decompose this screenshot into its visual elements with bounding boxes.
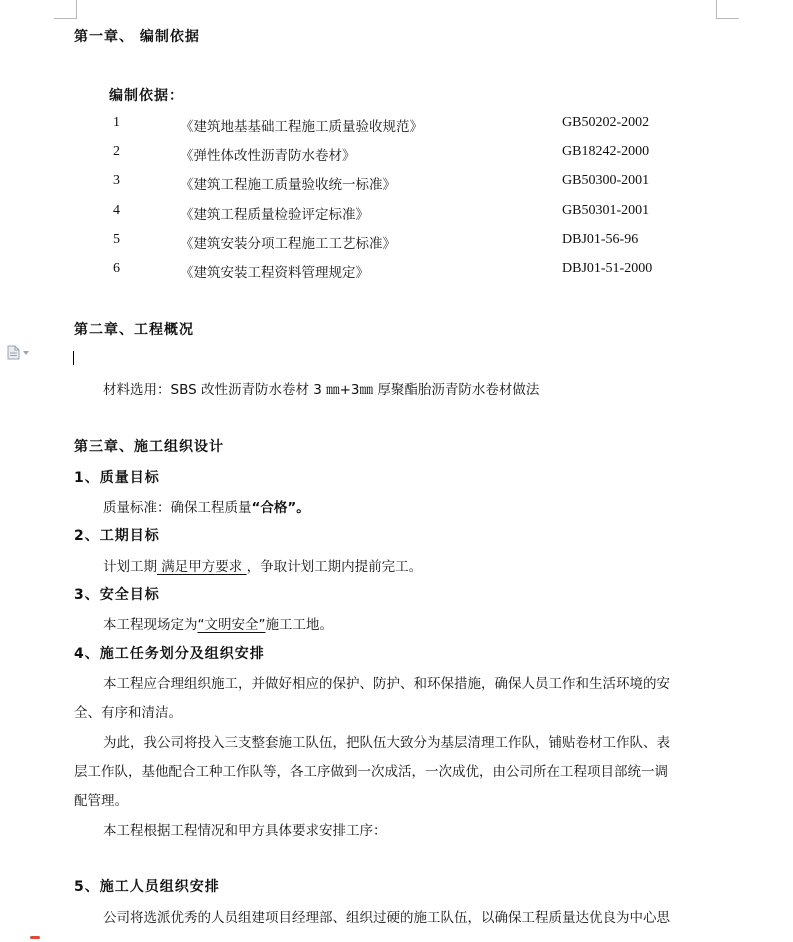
quality-text: 质量标准：确保工程质量: [103, 500, 252, 516]
item-code: GB18242-2000: [562, 144, 650, 159]
item-number: 1: [113, 115, 120, 130]
item-code: DBJ01-51-2000: [562, 261, 653, 276]
item-title: 《建筑安装工程资料管理规定》: [180, 265, 369, 281]
item-code: GB50300-2001: [562, 173, 650, 188]
item-number: 4: [113, 203, 120, 218]
item-code: DBJ01-56-96: [562, 232, 639, 247]
crop-mark-top-left: [54, 0, 77, 19]
text-cursor: [73, 351, 74, 365]
item-code: GB50301-2001: [562, 203, 650, 218]
item-number: 2: [113, 144, 120, 159]
task-paragraph-2-line-3: 配管理。: [74, 793, 128, 809]
item-number: 6: [113, 261, 120, 276]
item-title: 《弹性体改性沥青防水卷材》: [180, 148, 356, 164]
safety-underlined: “文明安全”: [197, 617, 266, 633]
schedule-suffix: ，争取计划工期内提前完工。: [246, 559, 423, 575]
section-2-heading: 2、工期目标: [74, 528, 160, 544]
chapter-1-heading: 第一章、 编制依据: [74, 29, 200, 45]
material-paragraph: 材料选用：SBS 改性沥青防水卷材 3 ㎜+3㎜ 厚聚酯胎沥青防水卷材做法: [103, 382, 540, 398]
crop-mark-top-right: [716, 0, 739, 19]
quality-paragraph: [103, 496, 310, 516]
item-title: 《建筑工程质量检验评定标准》: [180, 207, 369, 223]
schedule-paragraph: [103, 555, 422, 575]
safety-paragraph: [103, 613, 333, 633]
chapter-2-heading: 第二章、工程概况: [74, 322, 194, 338]
paragraph-menu-button[interactable]: [7, 345, 29, 360]
item-title: 《建筑工程施工质量验收统一标准》: [180, 177, 396, 193]
item-number: 5: [113, 232, 120, 247]
item-code: GB50202-2002: [562, 115, 650, 130]
section-3-heading: 3、安全目标: [74, 587, 160, 603]
document-icon: [7, 345, 20, 360]
item-title: 《建筑安装分项工程施工工艺标准》: [180, 236, 396, 252]
task-paragraph-2-line-2: 层工作队，基他配合工种工作队等，各工序做到一次成活，一次成优，由公司所在工程项目部统一调: [74, 764, 668, 780]
section-5-heading: 5、施工人员组织安排: [74, 879, 220, 895]
schedule-underlined: 满足甲方要求: [157, 559, 247, 575]
item-number: 3: [113, 173, 120, 188]
page-marker: [30, 936, 40, 939]
basis-subheading: 编制依据：: [109, 88, 184, 104]
section-4-heading: 4、施工任务划分及组织安排: [74, 646, 265, 662]
task-paragraph-1-line-1: 本工程应合理组织施工，并做好相应的保护、防护、和环保措施，确保人员工作和生活环境的安: [103, 676, 670, 692]
safety-suffix: 施工工地。: [265, 617, 333, 633]
chevron-down-icon: [23, 351, 29, 355]
safety-text: 本工程现场定为: [103, 617, 198, 633]
item-title: 《建筑地基基础工程施工质量验收规范》: [180, 119, 423, 135]
task-paragraph-1-line-2: 全、有序和清洁。: [74, 705, 182, 721]
chapter-3-heading: 第三章、施工组织设计: [74, 439, 224, 455]
task-paragraph-3: 本工程根据工程情况和甲方具体要求安排工序：: [103, 823, 387, 839]
quality-emphasis: “合格”。: [251, 500, 310, 516]
schedule-text: 计划工期: [103, 559, 157, 575]
staff-paragraph-line-1: 公司将选派优秀的人员组建项目经理部、组织过硬的施工队伍，以确保工程质量达优良为中心思: [103, 910, 670, 926]
task-paragraph-2-line-1: 为此，我公司将投入三支整套施工队伍，把队伍大致分为基层清理工作队，铺贴卷材工作队、表: [103, 735, 670, 751]
section-1-heading: 1、质量目标: [74, 470, 160, 486]
